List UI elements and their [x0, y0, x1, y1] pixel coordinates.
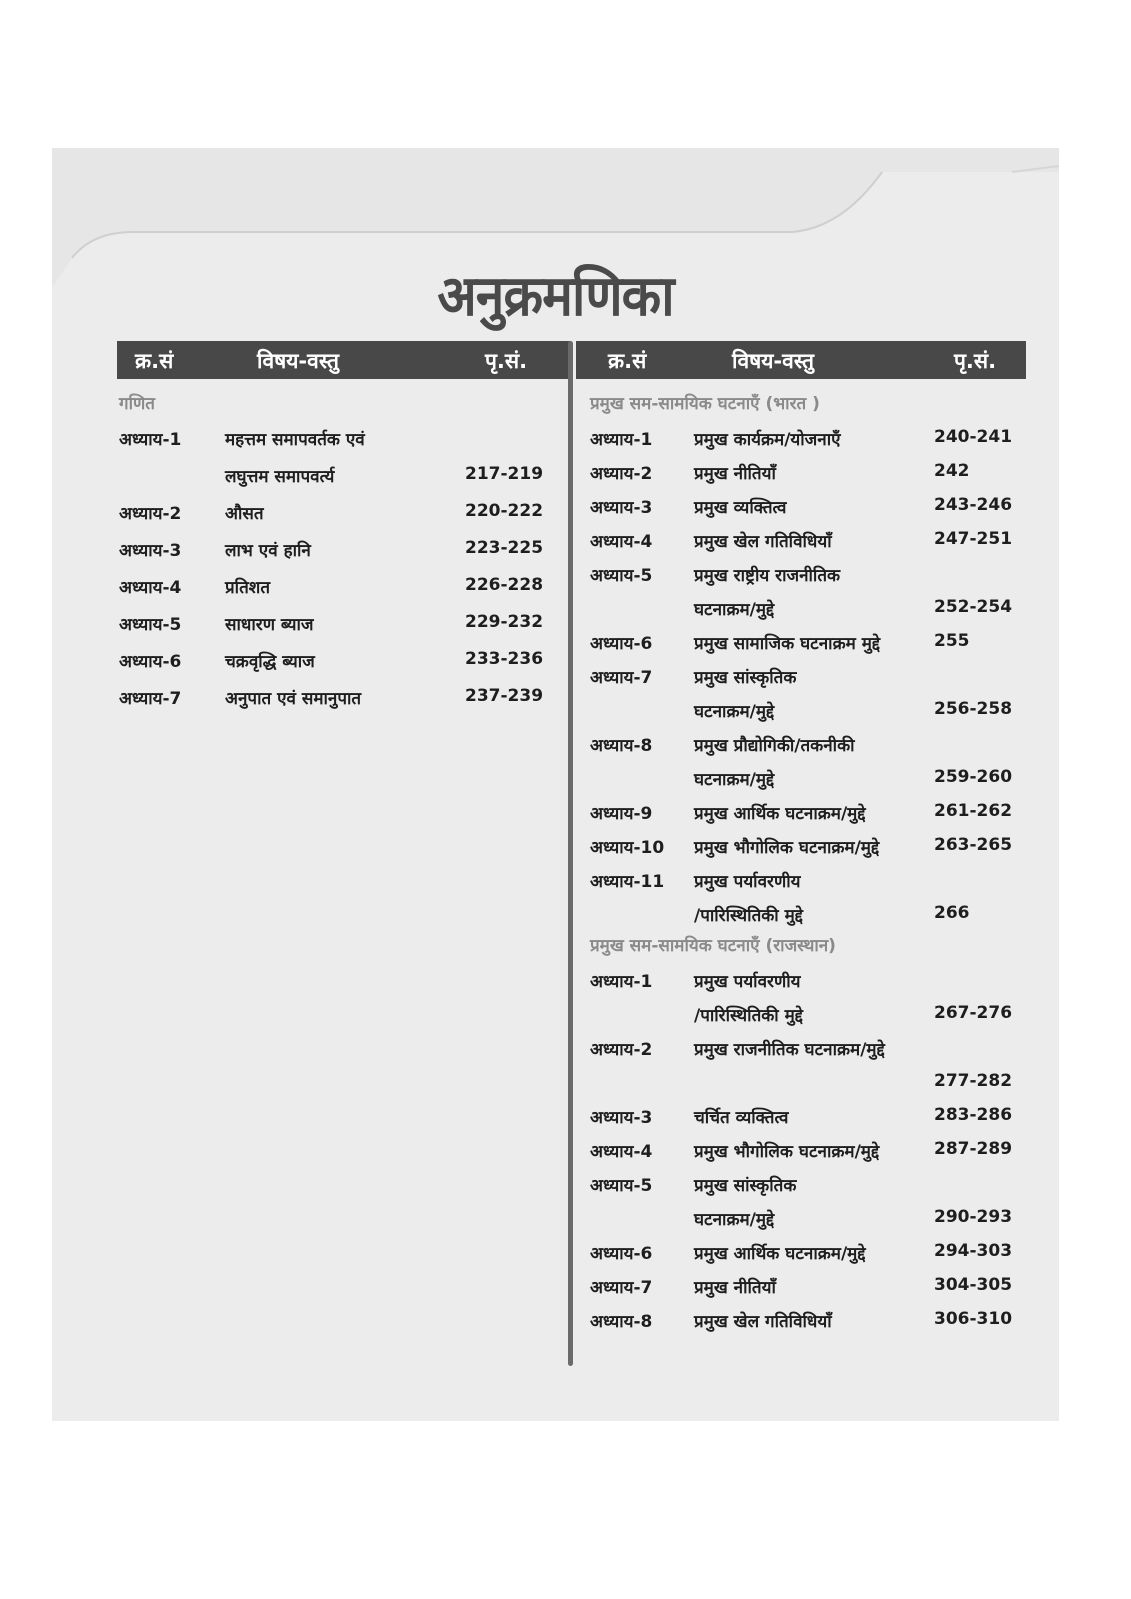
chapter-number: अध्याय-5	[590, 566, 653, 586]
chapter-title: प्रमुख नीतियाँ	[694, 1278, 776, 1298]
table-row	[117, 495, 571, 532]
page-range: 277-282	[934, 1071, 1013, 1091]
chapter-number: अध्याय-1	[590, 430, 653, 450]
chapter-title: प्रमुख सांस्कृतिक	[694, 1176, 797, 1196]
header-sno: क्र.सं	[135, 349, 174, 373]
table-row	[576, 1031, 1026, 1065]
chapter-title: प्रमुख पर्यावरणीय	[694, 972, 801, 992]
chapter-title: प्रमुख व्यक्तित्व	[694, 498, 787, 518]
page-range: 242	[934, 461, 970, 481]
chapter-title: औसत	[225, 504, 264, 524]
chapter-title: चक्रवृद्धि ब्याज	[225, 652, 315, 672]
page-range: 243-246	[934, 495, 1013, 515]
page-range: 263-265	[934, 835, 1013, 855]
chapter-title: लघुत्तम समापवर्त्य	[225, 467, 335, 487]
table-row	[576, 761, 1026, 795]
chapter-title: प्रमुख खेल गतिविधियाँ	[694, 532, 832, 552]
chapter-number: अध्याय-8	[590, 736, 653, 756]
table-row	[576, 1303, 1026, 1337]
page-range: 223-225	[465, 538, 544, 558]
table-row	[576, 455, 1026, 489]
chapter-title: प्रमुख भौगोलिक घटनाक्रम/मुद्दे	[694, 838, 880, 858]
table-row	[576, 489, 1026, 523]
page-range: 240-241	[934, 427, 1013, 447]
chapter-title: महत्तम समापवर्तक एवं	[225, 430, 365, 450]
header-page: पृ.सं.	[485, 349, 528, 373]
page-title: अनुक्रमणिका	[437, 264, 674, 329]
page-range: 252-254	[934, 597, 1013, 617]
table-row	[576, 997, 1026, 1031]
chapter-title: /पारिस्थितिकी मुद्दे	[694, 906, 804, 926]
chapter-number: अध्याय-3	[590, 1108, 653, 1128]
table-row	[576, 693, 1026, 727]
chapter-title: घटनाक्रम/मुद्दे	[694, 1210, 775, 1230]
page-range: 247-251	[934, 529, 1013, 549]
table-row	[117, 569, 571, 606]
chapter-number: अध्याय-10	[590, 838, 665, 858]
page-range: 294-303	[934, 1241, 1013, 1261]
header-subject: विषय-वस्तु	[732, 349, 814, 373]
table-row	[576, 727, 1026, 761]
chapter-title: /पारिस्थितिकी मुद्दे	[694, 1006, 804, 1026]
table-row	[576, 1201, 1026, 1235]
chapter-number: अध्याय-2	[590, 1040, 653, 1060]
table-row	[117, 458, 571, 495]
section-title-india: प्रमुख सम-सामयिक घटनाएँ (भारत )	[590, 394, 820, 414]
chapter-title: प्रमुख आर्थिक घटनाक्रम/मुद्दे	[694, 804, 866, 824]
page-range: 267-276	[934, 1003, 1013, 1023]
table-row	[576, 1235, 1026, 1269]
table-row	[117, 680, 571, 717]
table-row	[576, 963, 1026, 997]
table-row	[117, 532, 571, 569]
chapter-title: प्रमुख राष्ट्रीय राजनीतिक	[694, 566, 841, 586]
page-range: 283-286	[934, 1105, 1013, 1125]
table-row	[117, 643, 571, 680]
page-range: 304-305	[934, 1275, 1013, 1295]
table-row	[576, 795, 1026, 829]
table-row	[576, 863, 1026, 897]
chapter-title: प्रमुख आर्थिक घटनाक्रम/मुद्दे	[694, 1244, 866, 1264]
table-row	[576, 1167, 1026, 1201]
section-title-maths: गणित	[119, 394, 155, 414]
chapter-number: अध्याय-2	[590, 464, 653, 484]
chapter-number: अध्याय-7	[590, 1278, 653, 1298]
chapter-title: प्रमुख सांस्कृतिक	[694, 668, 797, 688]
table-header	[117, 341, 571, 379]
section-title-rajasthan: प्रमुख सम-सामयिक घटनाएँ (राजस्थान)	[590, 936, 836, 956]
table-row	[576, 625, 1026, 659]
chapter-title: प्रमुख सामाजिक घटनाक्रम मुद्दे	[694, 634, 881, 654]
table-row	[117, 606, 571, 643]
chapter-number: अध्याय-6	[590, 1244, 653, 1264]
column-divider	[568, 341, 573, 1366]
table-row	[576, 897, 1026, 931]
chapter-number: अध्याय-4	[119, 578, 182, 598]
table-row	[576, 1099, 1026, 1133]
header-sno: क्र.सं	[608, 349, 647, 373]
chapter-number: अध्याय-6	[590, 634, 653, 654]
page-range: 229-232	[465, 612, 544, 632]
chapter-number: अध्याय-6	[119, 652, 182, 672]
chapter-title: प्रमुख कार्यक्रम/योजनाएँ	[694, 430, 841, 450]
chapter-title: लाभ एवं हानि	[225, 541, 311, 561]
chapter-title: घटनाक्रम/मुद्दे	[694, 600, 775, 620]
chapter-number: अध्याय-4	[590, 532, 653, 552]
chapter-number: अध्याय-4	[590, 1142, 653, 1162]
chapter-title: अनुपात एवं समानुपात	[225, 689, 362, 709]
page-range: 259-260	[934, 767, 1013, 787]
page-range: 256-258	[934, 699, 1013, 719]
table-row	[576, 523, 1026, 557]
chapter-number: अध्याय-5	[590, 1176, 653, 1196]
table-row	[576, 1065, 1026, 1099]
chapter-number: अध्याय-1	[590, 972, 653, 992]
table-header	[576, 341, 1026, 379]
header-page: पृ.सं.	[954, 349, 997, 373]
table-row	[576, 1269, 1026, 1303]
table-row	[117, 421, 571, 458]
table-row	[576, 1133, 1026, 1167]
chapter-title: प्रमुख प्रौद्योगिकी/तकनीकी	[694, 736, 855, 756]
page-range: 290-293	[934, 1207, 1013, 1227]
header-subject: विषय-वस्तु	[257, 349, 339, 373]
chapter-title: घटनाक्रम/मुद्दे	[694, 770, 775, 790]
page-range: 287-289	[934, 1139, 1013, 1159]
table-row	[576, 829, 1026, 863]
chapter-number: अध्याय-7	[119, 689, 182, 709]
toc-page	[52, 148, 1059, 1421]
toc-left-column	[117, 341, 571, 717]
page-range: 226-228	[465, 575, 544, 595]
page-range: 261-262	[934, 801, 1013, 821]
page-range: 306-310	[934, 1309, 1013, 1329]
table-row	[576, 659, 1026, 693]
chapter-number: अध्याय-8	[590, 1312, 653, 1332]
chapter-title: प्रमुख राजनीतिक घटनाक्रम/मुद्दे	[694, 1040, 885, 1060]
chapter-number: अध्याय-5	[119, 615, 182, 635]
page-range: 237-239	[465, 686, 544, 706]
table-row	[576, 591, 1026, 625]
chapter-number: अध्याय-3	[119, 541, 182, 561]
chapter-title: साधारण ब्याज	[225, 615, 314, 635]
chapter-number: अध्याय-7	[590, 668, 653, 688]
page-range: 220-222	[465, 501, 544, 521]
page-range: 266	[934, 903, 970, 923]
chapter-number: अध्याय-9	[590, 804, 653, 824]
chapter-title: चर्चित व्यक्तित्व	[694, 1108, 789, 1128]
chapter-title: प्रमुख भौगोलिक घटनाक्रम/मुद्दे	[694, 1142, 880, 1162]
toc-right-column	[576, 341, 1026, 1337]
chapter-title: प्रमुख खेल गतिविधियाँ	[694, 1312, 832, 1332]
chapter-title: प्रतिशत	[225, 578, 271, 598]
chapter-number: अध्याय-1	[119, 430, 182, 450]
chapter-number: अध्याय-2	[119, 504, 182, 524]
chapter-title: प्रमुख नीतियाँ	[694, 464, 776, 484]
table-row	[576, 421, 1026, 455]
page-range: 255	[934, 631, 970, 651]
chapter-number: अध्याय-11	[590, 872, 665, 892]
page-range: 217-219	[465, 464, 544, 484]
chapter-number: अध्याय-3	[590, 498, 653, 518]
table-row	[576, 557, 1026, 591]
page-range: 233-236	[465, 649, 544, 669]
chapter-title: प्रमुख पर्यावरणीय	[694, 872, 801, 892]
chapter-title: घटनाक्रम/मुद्दे	[694, 702, 775, 722]
